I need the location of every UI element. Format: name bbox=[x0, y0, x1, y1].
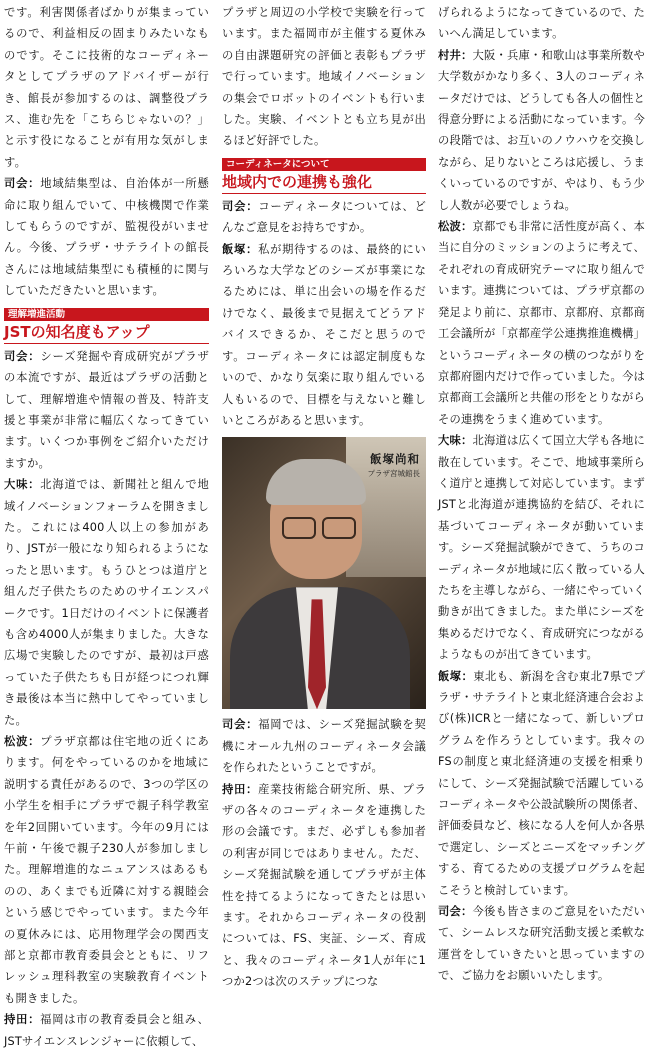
paragraph: げられるようになってきているので、たいへん満足しています。 bbox=[438, 6, 645, 41]
paragraph bbox=[222, 714, 426, 778]
photo-caption-name: 飯塚尚和 bbox=[370, 452, 420, 467]
speaker-label: 大味： bbox=[438, 434, 473, 448]
paragraph-text: 私が期待するのは、最終的にいろいろな大学などのシーズが事業になるためには、単に出会いの場を作るだけでなく、最後まで見据えてどうアドバイスできるか、そこだと思うのです。コーディネータには認定制度もないので、かなり気楽に取り組んでいる人もいるので、目標を与えないと難しいところがあると思います。 bbox=[222, 242, 426, 427]
speaker-label: 持田： bbox=[4, 1013, 41, 1027]
paragraph bbox=[438, 666, 645, 901]
paragraph: プラザと周辺の小学校で実験を行っています。また福岡市が主催する夏休みの自由課題研究の評価と表彰もプラザで行っています。地域イノベーションの集会でロボットのイベントも行いました。実験、イベントとも立ち見が出るほど好評でした。 bbox=[222, 6, 426, 148]
paragraph-text: シーズ発掘や育成研究がプラザの本流ですが、最近はプラザの活動として、理解増進や情報の普及、特許支援と事業が非常に幅広くなってきています。いくつか事例をご紹介いただけますか。 bbox=[4, 349, 209, 470]
paragraph-text: プラザ京都は住宅地の近くにあります。何をやっているのかを地域に説明する責任があるので、3つの学区の小学生を相手にプラザで親子科学教室を年2回開いています。今年の9月には午前・午後で親子230人が参加しました。理解増進的なニュアンスはあるものの、あくまでも近隣に対する親睦会という感じでやっています。また今年の夏休みには、応用物理学会の関西支部と京都市教育委員会とともに、リフレッシュ理科教室の実験教育イベントも開きました。 bbox=[4, 735, 209, 1005]
paragraph bbox=[4, 346, 209, 474]
speaker-label: 飯塚： bbox=[222, 242, 259, 256]
section-title: 地域内での連携も強化 bbox=[222, 171, 426, 194]
paragraph bbox=[438, 430, 645, 665]
paragraph bbox=[222, 239, 426, 432]
column-1 bbox=[4, 2, 209, 1052]
speaker-label: 司会： bbox=[4, 177, 41, 191]
paragraph: です。利害関係者ばかりが集まっているので、利益相反の固まりみたいなものです。そこに技術的なコーディネータとしてプラザのアドバイザーが行き、館長が参加するのは、調整役プラス、進む先を「こちらじゃないの？」と示す役になることが有用な気がします。 bbox=[4, 6, 209, 169]
column-2 bbox=[222, 2, 426, 993]
section-heading bbox=[222, 158, 426, 194]
paragraph-text: 東北も、新潟を含む東北7県でプラザ・サテライトと東北経済連合会および(株)ICRと一緒になって、新しいプログラムを作ろうとしています。我々のFSの制度と東北経済連の支援を相乗りにして、シーズ発掘試験で活躍しているコーディネータや公設試験所の関係者、評価委員など、核になる人を何人か各県で選定し、シーズとニーズをマッチングする、育てるための支援プログラムを起こそうと検討しています。 bbox=[438, 669, 645, 897]
section-heading bbox=[4, 308, 209, 344]
paragraph bbox=[4, 173, 209, 301]
speaker-label: 持田： bbox=[222, 782, 259, 796]
paragraph bbox=[4, 1009, 209, 1052]
column-3 bbox=[438, 2, 645, 987]
photo-caption-role: プラザ宮城館長 bbox=[367, 469, 420, 479]
paragraph-text: 福岡では、シーズ発掘試験を契機にオール九州のコーディネータ会議を作られたということですが。 bbox=[222, 718, 426, 775]
paragraph-text: 北海道では、新聞社と組んで地域イノベーションフォーラムを開きました。これには400人以上の参加があり、JSTが一般になり知られるようになったと思います。もうひとつは道庁と組んだ子供たちのためのサイエンスパークです。1日だけのイベントに保護者も含め4000人が集まりました。大きな広場で実験したのですが、最初は戸惑っていた子供たちも日が経つにつれ輝き最後は本当に熱中してやっていました。 bbox=[4, 478, 209, 727]
paragraph bbox=[4, 474, 209, 731]
speaker-label: 飯塚： bbox=[438, 669, 474, 683]
paragraph-text: 今後も皆さまのご意見をいただいて、シームレスな研究活動支援と柔軟な運営をしていきたいと思っていますので、ご協力をお願いいたします。 bbox=[438, 905, 645, 983]
speaker-label: 松波： bbox=[438, 220, 473, 234]
paragraph bbox=[438, 45, 645, 216]
section-title: JSTの知名度もアップ bbox=[4, 321, 209, 344]
paragraph-text: 地域結集型は、自治体が一所懸命に取り組んでいて、中核機関で作業してもらうのですが、監視役がいません。今後、プラザ・サテライトの館長さんには地域結集型にも積極的に関与していただきたいと思います。 bbox=[4, 177, 209, 298]
paragraph bbox=[438, 901, 645, 987]
paragraph bbox=[4, 731, 209, 1009]
paragraph-text: 福岡は市の教育委員会と組み、JSTサイエンスレンジャーに依頼して、 bbox=[4, 1013, 209, 1048]
paragraph bbox=[222, 196, 426, 239]
paragraph-text: 産業技術総合研究所、県、プラザの各々のコーディネータを連携した形の会議です。まだ、必ずしも参加者の利害が同じではありません。ただ、シーズ発掘試験を通してプラザが主体性を持てるようになってきたとは思います。それからコーディネータの役割については、FS、実証、シーズ、育成と、我々のコーディネータ1人が年に1つか2つは次のステップにつな bbox=[222, 782, 426, 989]
speaker-label: 司会： bbox=[222, 718, 259, 732]
speaker-label: 司会： bbox=[438, 905, 473, 919]
paragraph bbox=[438, 216, 645, 430]
paragraph bbox=[222, 779, 426, 993]
speaker-label: 司会： bbox=[4, 349, 41, 363]
portrait-photo bbox=[222, 437, 426, 709]
speaker-label: 司会： bbox=[222, 199, 259, 213]
paragraph-text: 大阪・兵庫・和歌山は事業所数や大学数がかなり多く、3人のコーディネータだけでは、どうしても各人の個性と得意分野による活動になっています。今の段階では、お互いのノウハウを交換しながら、足りないところは応援し、うまくいっているのですが、やはり、もう少し人数が必要でしょうね。 bbox=[438, 48, 645, 212]
section-label: コーディネータについて bbox=[222, 158, 426, 171]
section-label: 理解増進活動 bbox=[4, 308, 209, 321]
paragraph-text: コーディネータについては、どんなご意見をお持ちですか。 bbox=[222, 199, 426, 235]
speaker-label: 村井： bbox=[438, 48, 473, 62]
speaker-label: 大味： bbox=[4, 478, 41, 492]
speaker-label: 松波： bbox=[4, 735, 41, 748]
paragraph-text: 北海道は広くて国立大学も各地に散在しています。そこで、地域事業所らく道庁と連携して対応しています。まずJSTと北海道が連携協約を結び、それに基づいてコーディネータが動いています。シーズ発掘試験ができて、うちのコーディネータが地域に広く散っている人たちを主導しながら、一緒にやっていく動きが出てきました。また単にシーズを集めるだけでなく、育成研究につながるようなものが出てきています。 bbox=[438, 434, 645, 662]
paragraph-text: 京都でも非常に活性度が高く、本当に自分のミッションのように考えて、それぞれの育成研究テーマに取り組んでいます。連携については、プラザ京都の発足より前に、京都市、京都府、京都商工会議所が「京都産学公連携推進機構」というコーディネータの横のつながりを京都府圏内だけで作っていました。今は京都商工会議所と共催の形をとりながらその連携をうまく進めています。 bbox=[438, 220, 645, 426]
